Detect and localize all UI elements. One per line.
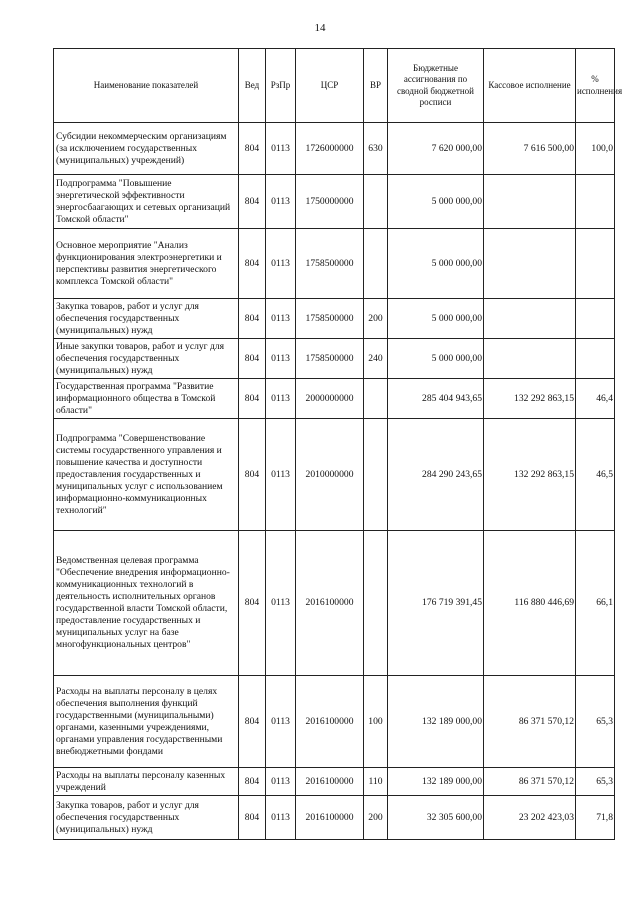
row-ved: 804: [239, 676, 266, 768]
row-cash: 116 880 446,69: [484, 531, 576, 676]
row-name: Подпрограмма "Совершенствование системы государственного управления и повышение качества и доступности предоставления государственных и муниципальных услуг с использованием информационно-коммуникационных технологий": [54, 419, 239, 531]
row-percent: 71,8: [576, 796, 615, 840]
row-rzpr: 0113: [266, 796, 296, 840]
row-percent: [576, 175, 615, 229]
row-name: Иные закупки товаров, работ и услуг для обеспечения государственных (муниципальных) нужд: [54, 339, 239, 379]
row-csr: 2000000000: [296, 379, 364, 419]
row-ved: 804: [239, 379, 266, 419]
row-name: Субсидии некоммерческим организациям (за исключением государственных (муниципальных) учреждений): [54, 123, 239, 175]
table-row: [54, 796, 615, 840]
row-budget: 5 000 000,00: [388, 299, 484, 339]
row-name: Закупка товаров, работ и услуг для обеспечения государственных (муниципальных) нужд: [54, 796, 239, 840]
table-row: [54, 419, 615, 531]
header-budget: Бюджетные ассигнования по сводной бюджетной росписи: [388, 49, 484, 123]
header-row: [54, 49, 615, 123]
table-row: [54, 339, 615, 379]
row-rzpr: 0113: [266, 676, 296, 768]
table-row: [54, 676, 615, 768]
row-percent: 100,0: [576, 123, 615, 175]
row-name: Ведомственная целевая программа "Обеспечение внедрения информационно-коммуникационных технологий в деятельность исполнительных органов государственной власти Томской области, предоставление государственных и муниципальных услуг на базе многофункциональных центров": [54, 531, 239, 676]
row-percent: [576, 339, 615, 379]
row-rzpr: 0113: [266, 768, 296, 796]
row-budget: 5 000 000,00: [388, 175, 484, 229]
row-rzpr: 0113: [266, 229, 296, 299]
row-vr: 200: [364, 796, 388, 840]
table-row: [54, 768, 615, 796]
row-percent: 66,1: [576, 531, 615, 676]
row-csr: 1758500000: [296, 299, 364, 339]
row-cash: 86 371 570,12: [484, 676, 576, 768]
row-csr: 2016100000: [296, 768, 364, 796]
table-row: [54, 229, 615, 299]
row-ved: 804: [239, 123, 266, 175]
row-budget: 132 189 000,00: [388, 768, 484, 796]
row-percent: 46,5: [576, 419, 615, 531]
row-name: Расходы на выплаты персоналу в целях обеспечения выполнения функций государственными (муниципальными) органами, казенными учреждениями, органами управления государственными внебюджетными фондами: [54, 676, 239, 768]
row-percent: 46,4: [576, 379, 615, 419]
row-vr: [364, 175, 388, 229]
row-cash: 7 616 500,00: [484, 123, 576, 175]
row-budget: 285 404 943,65: [388, 379, 484, 419]
header-vr: ВР: [364, 49, 388, 123]
header-percent: % исполнения: [576, 49, 615, 123]
row-rzpr: 0113: [266, 339, 296, 379]
row-budget: 7 620 000,00: [388, 123, 484, 175]
row-rzpr: 0113: [266, 419, 296, 531]
table-row: [54, 175, 615, 229]
page-number: 14: [314, 22, 326, 34]
row-ved: 804: [239, 229, 266, 299]
row-ved: 804: [239, 299, 266, 339]
row-cash: [484, 299, 576, 339]
row-csr: 2010000000: [296, 419, 364, 531]
row-csr: 2016100000: [296, 796, 364, 840]
row-rzpr: 0113: [266, 531, 296, 676]
row-ved: 804: [239, 796, 266, 840]
table-row: [54, 123, 615, 175]
row-percent: 65,3: [576, 676, 615, 768]
row-vr: [364, 419, 388, 531]
row-name: Расходы на выплаты персоналу казенных учреждений: [54, 768, 239, 796]
row-csr: 1726000000: [296, 123, 364, 175]
row-vr: 100: [364, 676, 388, 768]
row-cash: 132 292 863,15: [484, 379, 576, 419]
row-csr: 2016100000: [296, 531, 364, 676]
row-vr: 110: [364, 768, 388, 796]
row-cash: [484, 339, 576, 379]
row-rzpr: 0113: [266, 123, 296, 175]
row-ved: 804: [239, 339, 266, 379]
row-vr: [364, 229, 388, 299]
header-cash: Кассовое исполнение: [484, 49, 576, 123]
row-rzpr: 0113: [266, 379, 296, 419]
row-csr: 1750000000: [296, 175, 364, 229]
row-percent: [576, 299, 615, 339]
row-vr: [364, 531, 388, 676]
row-csr: 2016100000: [296, 676, 364, 768]
header-rzpr: РзПр: [266, 49, 296, 123]
row-name: Закупка товаров, работ и услуг для обеспечения государственных (муниципальных) нужд: [54, 299, 239, 339]
row-budget: 32 305 600,00: [388, 796, 484, 840]
table-row: [54, 379, 615, 419]
row-name: Государственная программа "Развитие информационного общества в Томской области": [54, 379, 239, 419]
row-cash: 132 292 863,15: [484, 419, 576, 531]
row-csr: 1758500000: [296, 229, 364, 299]
row-rzpr: 0113: [266, 299, 296, 339]
row-vr: 200: [364, 299, 388, 339]
row-ved: 804: [239, 768, 266, 796]
row-budget: 5 000 000,00: [388, 339, 484, 379]
header-ved: Вед: [239, 49, 266, 123]
table-row: [54, 299, 615, 339]
row-cash: [484, 175, 576, 229]
row-budget: 5 000 000,00: [388, 229, 484, 299]
row-ved: 804: [239, 419, 266, 531]
row-ved: 804: [239, 531, 266, 676]
row-budget: 132 189 000,00: [388, 676, 484, 768]
budget-table: [53, 48, 623, 840]
row-percent: [576, 229, 615, 299]
row-ved: 804: [239, 175, 266, 229]
row-rzpr: 0113: [266, 175, 296, 229]
row-cash: 23 202 423,03: [484, 796, 576, 840]
row-cash: 86 371 570,12: [484, 768, 576, 796]
row-vr: 240: [364, 339, 388, 379]
row-vr: 630: [364, 123, 388, 175]
row-budget: 176 719 391,45: [388, 531, 484, 676]
row-name: Основное мероприятие "Анализ функционирования электроэнергетики и перспективы развития энергетического комплекса Томской области": [54, 229, 239, 299]
row-vr: [364, 379, 388, 419]
row-budget: 284 290 243,65: [388, 419, 484, 531]
table-row: [54, 531, 615, 676]
row-percent: 65,3: [576, 768, 615, 796]
header-csr: ЦСР: [296, 49, 364, 123]
row-name: Подпрограмма "Повышение энергетической эффективности энергосбаагающих и сетевых организаций Томской области": [54, 175, 239, 229]
row-csr: 1758500000: [296, 339, 364, 379]
header-name: Наименование показателей: [54, 49, 239, 123]
row-cash: [484, 229, 576, 299]
